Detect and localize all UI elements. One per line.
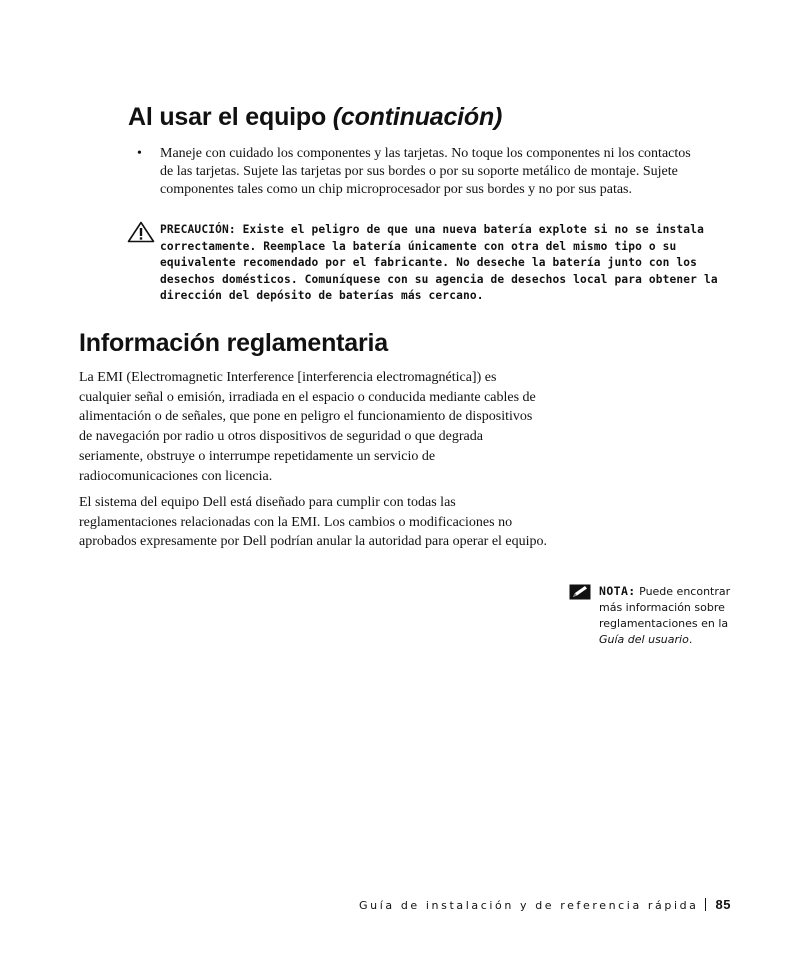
paragraph-dell: El sistema del equipo Dell está diseñado para cumplir con todas las reglamentaciones relacionadas con la EMI. Los cambios o modificaciones no aprobados expresamente por Dell podrían anular la autoridad para operar el equipo.	[79, 495, 548, 550]
note-end: .	[688, 633, 693, 646]
caution-label: PRECAUCIÓN:	[160, 223, 236, 236]
bullet-marker: •	[137, 146, 142, 161]
caution-block	[160, 222, 720, 305]
bullet-text: Maneje con cuidado los componentes y las tarjetas. No toque los componentes ni los contactos de las tarjetas. Sujete las tarjetas por sus bordes o por su soporte metálico de montaje. Sujete componentes tales como un chip microprocesador por sus bordes y no por sus patas.	[160, 146, 691, 197]
note-label: NOTA:	[599, 584, 636, 598]
footer-text: Guía de instalación y de referencia rápida	[359, 899, 699, 912]
paragraph-emi: La EMI (Electromagnetic Interference [interferencia electromagnética]) es cualquier señal o emisión, irradiada en el espacio o conducida mediante cables de alimentación o de señales, que pone en peligro el funcionamiento de dispositivos de navegación por radio u otros dispositivos de seguridad o que degrada seriamente, obstruye o interrumpe repetidamente un servicio de radiocomunicaciones con licencia.	[79, 370, 536, 484]
page-number: 85	[715, 897, 731, 912]
section-title-al-usar	[128, 103, 502, 132]
title-text: Al usar el equipo	[128, 103, 327, 131]
footer-divider	[705, 898, 706, 911]
section-title-informacion: Información reglamentaria	[79, 329, 388, 357]
note-guide-title: Guía del usuario	[599, 633, 689, 646]
title-continuation: (continuación)	[332, 103, 503, 131]
page-footer	[359, 897, 731, 912]
note-block	[599, 583, 749, 648]
note-pencil-icon	[569, 584, 591, 600]
note-text: Puede encontrar más información sobre reglamentaciones en la	[599, 585, 731, 630]
caution-text: Existe el peligro de que una nueva batería explote si no se instala correctamente. Reemplace la batería únicamente con otra del mismo tipo o su equivalente recomendado por el fabricante. No deseche la batería junto con los desechos domésticos. Comuníquese con su agencia de desechos local para obtener la dirección del depósito de baterías más cercano.	[160, 223, 718, 302]
caution-triangle-icon	[127, 221, 155, 243]
